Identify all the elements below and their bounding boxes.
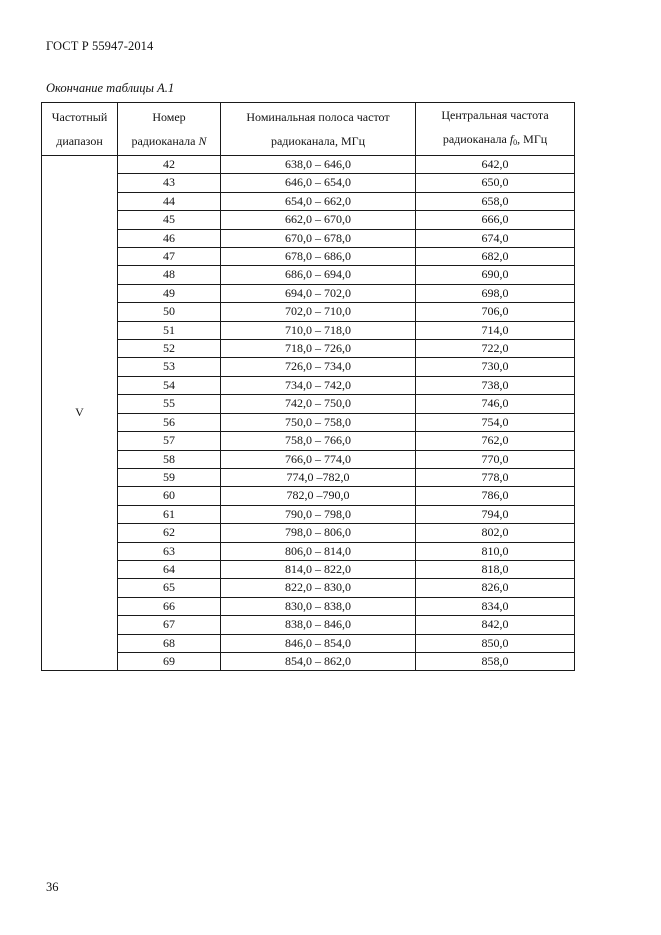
nominal-range-cell: 726,0 – 734,0	[221, 358, 416, 376]
table-row	[42, 211, 575, 229]
center-frequency-cell: 826,0	[416, 579, 575, 597]
table-row	[42, 505, 575, 523]
header-nominal	[221, 103, 416, 156]
center-frequency-cell: 730,0	[416, 358, 575, 376]
center-frequency-cell: 682,0	[416, 248, 575, 266]
center-frequency-cell: 754,0	[416, 413, 575, 431]
nominal-range-cell: 814,0 – 822,0	[221, 560, 416, 578]
table-row	[42, 376, 575, 394]
table-row	[42, 358, 575, 376]
channel-number-cell: 42	[118, 156, 221, 174]
center-frequency-cell: 650,0	[416, 174, 575, 192]
table-row	[42, 229, 575, 247]
nominal-range-cell: 806,0 – 814,0	[221, 542, 416, 560]
table-row	[42, 284, 575, 302]
center-frequency-cell: 666,0	[416, 211, 575, 229]
channel-number-cell: 51	[118, 321, 221, 339]
table-row	[42, 616, 575, 634]
channel-number-cell: 59	[118, 468, 221, 486]
channel-number-cell: 53	[118, 358, 221, 376]
table-row	[42, 266, 575, 284]
nominal-range-cell: 718,0 – 726,0	[221, 340, 416, 358]
nominal-range-cell: 710,0 – 718,0	[221, 321, 416, 339]
table-row	[42, 579, 575, 597]
center-frequency-cell: 810,0	[416, 542, 575, 560]
channel-number-cell: 49	[118, 284, 221, 302]
header-band-line1: Частотный	[51, 110, 108, 124]
table-row	[42, 652, 575, 670]
channel-number-cell: 48	[118, 266, 221, 284]
nominal-range-cell: 798,0 – 806,0	[221, 524, 416, 542]
table-row	[42, 156, 575, 174]
nominal-range-cell: 758,0 – 766,0	[221, 432, 416, 450]
header-channel-var: N	[198, 134, 207, 148]
nominal-range-cell: 742,0 – 750,0	[221, 395, 416, 413]
channel-number-cell: 63	[118, 542, 221, 560]
table-header-row	[42, 103, 575, 156]
header-center-var: f	[509, 132, 514, 146]
header-center-sub: 0	[513, 138, 518, 147]
channel-number-cell: 52	[118, 340, 221, 358]
channel-number-cell: 54	[118, 376, 221, 394]
center-frequency-cell: 746,0	[416, 395, 575, 413]
table-body	[42, 156, 575, 671]
center-frequency-cell: 858,0	[416, 652, 575, 670]
nominal-range-cell: 678,0 – 686,0	[221, 248, 416, 266]
center-frequency-cell: 722,0	[416, 340, 575, 358]
header-channel-line1: Номер	[152, 110, 186, 124]
table-row	[42, 321, 575, 339]
channel-number-cell: 66	[118, 597, 221, 615]
table-row	[42, 413, 575, 431]
center-frequency-cell: 834,0	[416, 597, 575, 615]
nominal-range-cell: 702,0 – 710,0	[221, 303, 416, 321]
table-row	[42, 192, 575, 210]
center-frequency-cell: 642,0	[416, 156, 575, 174]
nominal-range-cell: 638,0 – 646,0	[221, 156, 416, 174]
center-frequency-cell: 658,0	[416, 192, 575, 210]
channel-number-cell: 61	[118, 505, 221, 523]
header-center-line1: Центральная частота	[441, 108, 549, 122]
center-frequency-cell: 850,0	[416, 634, 575, 652]
center-frequency-cell: 698,0	[416, 284, 575, 302]
table-row	[42, 303, 575, 321]
nominal-range-cell: 654,0 – 662,0	[221, 192, 416, 210]
table-row	[42, 468, 575, 486]
nominal-range-cell: 694,0 – 702,0	[221, 284, 416, 302]
channel-number-cell: 67	[118, 616, 221, 634]
table-caption: Окончание таблицы А.1	[46, 81, 175, 95]
center-frequency-cell: 674,0	[416, 229, 575, 247]
table-row	[42, 174, 575, 192]
header-band-line2: диапазон	[56, 134, 103, 148]
nominal-range-cell: 750,0 – 758,0	[221, 413, 416, 431]
nominal-range-cell: 774,0 –782,0	[221, 468, 416, 486]
channel-number-cell: 47	[118, 248, 221, 266]
header-center-line2-suffix: , МГц	[517, 132, 548, 146]
page-number: 36	[46, 880, 59, 894]
table-row	[42, 248, 575, 266]
channel-number-cell: 69	[118, 652, 221, 670]
center-frequency-cell: 778,0	[416, 468, 575, 486]
table-row	[42, 340, 575, 358]
header-band	[42, 103, 118, 156]
band-cell: V	[42, 156, 118, 671]
center-frequency-cell: 738,0	[416, 376, 575, 394]
frequency-table	[41, 102, 575, 671]
nominal-range-cell: 830,0 – 838,0	[221, 597, 416, 615]
channel-number-cell: 45	[118, 211, 221, 229]
header-channel	[118, 103, 221, 156]
nominal-range-cell: 662,0 – 670,0	[221, 211, 416, 229]
center-frequency-cell: 690,0	[416, 266, 575, 284]
nominal-range-cell: 782,0 –790,0	[221, 487, 416, 505]
center-frequency-cell: 762,0	[416, 432, 575, 450]
nominal-range-cell: 766,0 – 774,0	[221, 450, 416, 468]
table-row	[42, 597, 575, 615]
center-frequency-cell: 714,0	[416, 321, 575, 339]
nominal-range-cell: 790,0 – 798,0	[221, 505, 416, 523]
channel-number-cell: 58	[118, 450, 221, 468]
channel-number-cell: 60	[118, 487, 221, 505]
center-frequency-cell: 842,0	[416, 616, 575, 634]
center-frequency-cell: 802,0	[416, 524, 575, 542]
channel-number-cell: 56	[118, 413, 221, 431]
table-row	[42, 487, 575, 505]
table-row	[42, 432, 575, 450]
channel-number-cell: 68	[118, 634, 221, 652]
header-center	[416, 103, 575, 156]
nominal-range-cell: 846,0 – 854,0	[221, 634, 416, 652]
channel-number-cell: 43	[118, 174, 221, 192]
nominal-range-cell: 686,0 – 694,0	[221, 266, 416, 284]
document-header: ГОСТ Р 55947-2014	[46, 39, 154, 53]
nominal-range-cell: 822,0 – 830,0	[221, 579, 416, 597]
table-row	[42, 634, 575, 652]
channel-number-cell: 44	[118, 192, 221, 210]
channel-number-cell: 65	[118, 579, 221, 597]
table-row	[42, 524, 575, 542]
table-row	[42, 560, 575, 578]
channel-number-cell: 62	[118, 524, 221, 542]
nominal-range-cell: 854,0 – 862,0	[221, 652, 416, 670]
channel-number-cell: 57	[118, 432, 221, 450]
channel-number-cell: 64	[118, 560, 221, 578]
nominal-range-cell: 646,0 – 654,0	[221, 174, 416, 192]
table-row	[42, 395, 575, 413]
channel-number-cell: 50	[118, 303, 221, 321]
nominal-range-cell: 734,0 – 742,0	[221, 376, 416, 394]
center-frequency-cell: 794,0	[416, 505, 575, 523]
nominal-range-cell: 670,0 – 678,0	[221, 229, 416, 247]
nominal-range-cell: 838,0 – 846,0	[221, 616, 416, 634]
center-frequency-cell: 786,0	[416, 487, 575, 505]
table-row	[42, 450, 575, 468]
header-nominal-line2: радиоканала, МГц	[270, 134, 366, 148]
channel-number-cell: 55	[118, 395, 221, 413]
table-row	[42, 542, 575, 560]
channel-number-cell: 46	[118, 229, 221, 247]
center-frequency-cell: 770,0	[416, 450, 575, 468]
header-nominal-line1: Номинальная полоса частот	[246, 110, 390, 124]
center-frequency-cell: 818,0	[416, 560, 575, 578]
header-center-line2-prefix: радиоканала	[442, 132, 510, 146]
center-frequency-cell: 706,0	[416, 303, 575, 321]
header-channel-line2-prefix: радиоканала	[131, 134, 199, 148]
